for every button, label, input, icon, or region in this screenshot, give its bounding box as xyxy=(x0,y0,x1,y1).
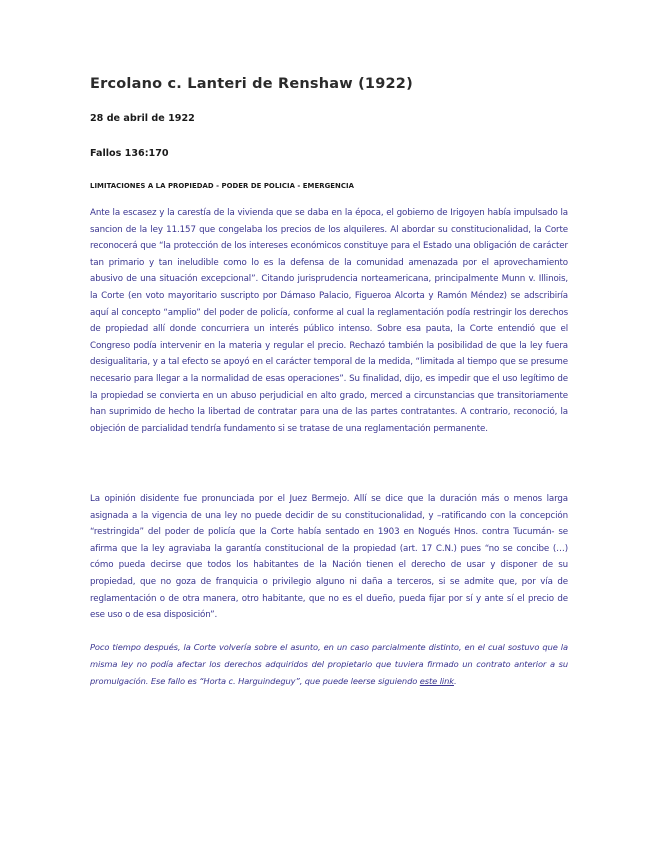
decision-date: 28 de abril de 1922 xyxy=(90,113,195,124)
paragraph-dissent: La opinión disidente fue pronunciada por el Juez Bermejo. Allí se dice que la duración más o menos larga asignada a la vigencia de una ley no puede decidir de su constitucionalidad, y –ratificando con la concepción “restringida” del poder de policía que la Corte había sentado en 1903 en Nogués Hnos. contra Tucumán- se afirma que la ley agraviaba la garantía constitucional de la propiedad (art. 17 C.N.) pues “no se concibe (…) cómo pueda decirse que todos los habitantes de la Nación tienen el derecho de usar y disponer de su propiedad, que no goza de franquicia o privilegio alguno ni daña a terceros, si se admite que, por vía de reglamentación o de otra manera, otro habitante, que no es el dueño, pueda fijar por sí y ante sí el precio de ese uso o de esa disposición”. xyxy=(90,494,568,621)
este-link[interactable]: este link xyxy=(419,675,454,686)
paragraph-followup-end: . xyxy=(453,675,457,686)
topic-heading: LIMITACIONES A LA PROPIEDAD - PODER DE POLICIA - EMERGENCIA xyxy=(90,182,354,190)
paragraph-followup xyxy=(90,639,568,689)
paragraph-majority: Ante la escasez y la carestía de la vivienda que se daba en la época, el gobierno de Irigoyen había impulsado la sancion de la ley 11.157 que congelaba los precios de los alquileres. Al abordar su constitucionalidad, la Corte reconocerá que “la protección de los intereses económicos constituye para el Estado una obligación de carácter tan primario y tan ineludible como lo es la defensa de la comunidad amenazada por el aprovechamiento abusivo de una situación excepcional”. Citando jurisprudencia norteamericana, principalmente Munn v. Illinois, la Corte (en voto mayoritario suscripto por Dámaso Palacio, Figueroa Alcorta y Ramón Méndez) se adscribiría aquí al concepto “amplio” del poder de policía, conforme al cual la reglamentación podía restringir los derechos de propiedad allí donde concurriera un interés público intenso. Sobre esa pauta, la Corte entendió que el Congreso podía intervenir en la materia y regular el precio. Rechazó también la posibilidad de que la ley fuera desigualitaria, y a tal efecto se apoyó en el carácter temporal de la medida, “limitada al tiempo que se presume necesario para llegar a la normalidad de esas operaciones”. Su finalidad, dijo, es impedir que el uso legítimo de la propiedad se convierta en un abuso perjudicial en alto grado, merced a circunstancias que transitoriamente han suprimido de hecho la libertad de contratar para una de las partes contratantes. A contrario, reconoció, la objeción de parcialidad tendría fundamento si se tratase de una reglamentación permanente. xyxy=(90,208,568,434)
page-title: Ercolano c. Lanteri de Renshaw (1922) xyxy=(90,76,413,92)
fallos-citation: Fallos 136:170 xyxy=(90,148,169,159)
paragraph-followup-text: Poco tiempo después, la Corte volvería sobre el asunto, en un caso parcialmente distinto, en el cual sostuvo que la misma ley no podía afectar los derechos adquiridos del propietario que tuviera firmado un contrato anterior a su promulgación. Ese fallo es “Horta c. Harguindeguy”, que puede leerse siguiendo xyxy=(90,642,568,686)
